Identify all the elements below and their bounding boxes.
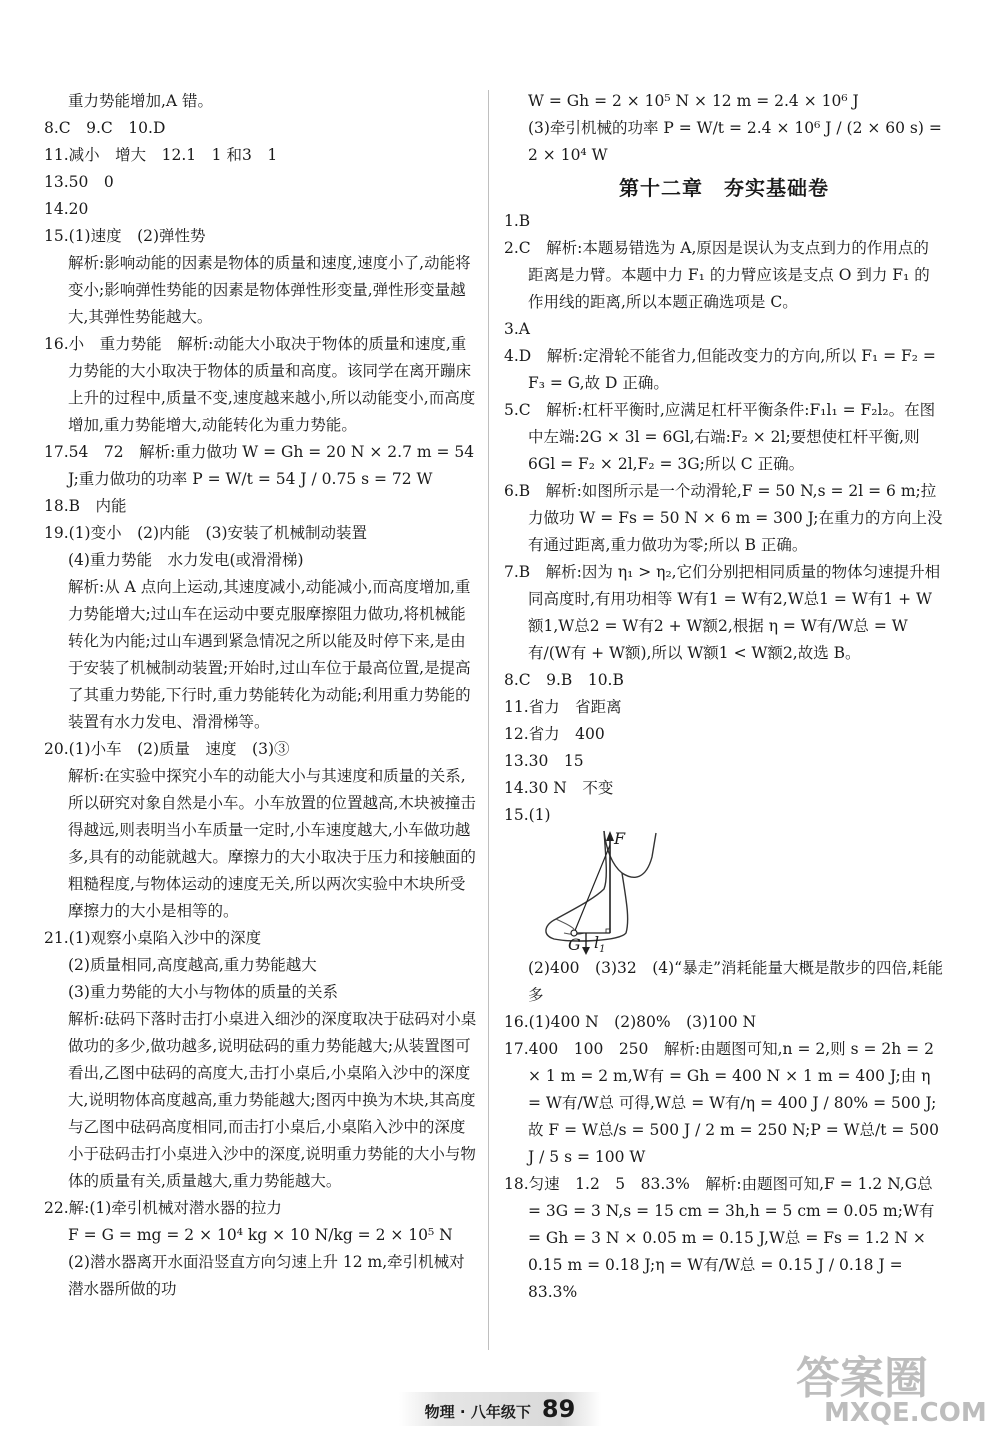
text-line: 1.B xyxy=(504,212,531,230)
text-line: 16.(1)400 N (2)80% (3)100 N xyxy=(504,1013,757,1031)
text-line: 18.匀速 1.2 5 83.3% 解析:由题图可知,F = 1.2 N,G总 = 3G = 3 N,s = 15 cm = 3h,h = 5 cm = 0.05 m;W有 = Gh = 3 N × 0.05 m = 0.15 J,W总 = Fs = 1.2 N × 0.15 m = 0.18 J;η = W有/W总 = 0.15 J / 0.18 J = 83.3% xyxy=(504,1175,940,1301)
text-line: 解析:砝码下落时击打小桌进入细沙的深度取决于砝码对小桌做功的多少,做功越多,说明砝码的重力势能越大;从装置图可看出,乙图中砝码的高度大,击打小桌后,小桌陷入沙中的深度大,说明物体高度越高,重力势能越大;图丙中换为木块,其高度与乙图中砝码高度相同,而击打小桌后,小桌陷入沙中的深度小于砝码击打小桌进入沙中的深度,说明重力势能的大小与物体的质量有关,质量越大,重力势能越大。 xyxy=(68,1010,477,1190)
watermark-big: 答案圈 xyxy=(796,1353,928,1404)
text-line: 解析:影响动能的因素是物体的质量和速度,速度小了,动能将变小;影响弹性势能的因素是物体弹性形变量,弹性形变量越大,其弹性势能越大。 xyxy=(68,254,471,326)
text-line: (2)400 (3)32 (4)“暴走”消耗能量大概是散步的四倍,耗能多 xyxy=(528,959,943,1004)
watermark-logo xyxy=(788,1342,988,1434)
footer-subject: 物理 · 八年级下 xyxy=(424,1403,531,1421)
right-column xyxy=(504,88,947,1306)
text-line: 22.解:(1)牵引机械对潜水器的拉力 xyxy=(44,1199,282,1217)
text-line: 解析:在实验中探究小车的动能大小与其速度和质量的关系,所以研究对象自然是小车。小车放置的位置越高,木块被撞击得越远,则表明当小车质量一定时,小车速度越大,小车做功越多,具有的动能就越大。摩擦力的大小取决于压力和接触面的粗糙程度,与物体运动的速度无关,所以两次实验中木块所受摩擦力的大小是相等的。 xyxy=(68,767,476,920)
text-line: 14.20 xyxy=(44,200,89,218)
text-line: (2)质量相同,高度越高,重力势能越大 xyxy=(68,956,317,974)
gravity-label-G: G xyxy=(568,935,581,954)
text-line: 5.C 解析:杠杆平衡时,应满足杠杆平衡条件:F₁l₁ = F₂l₂。在图中左端:2G × 3l = 6Gl,右端:F₂ × 2l;要想使杠杆平衡,则 6Gl = F₂ × 2l,F₂ = 3G;所以 C 正确。 xyxy=(504,401,936,473)
lever-arm-letter: l xyxy=(594,933,600,952)
text-line: 重力势能增加,A 错。 xyxy=(68,92,214,110)
text-line: 2.C 解析:本题易错选为 A,原因是误认为支点到力的作用点的距离是力臂。本题中力 F₁ 的力臂应该是支点 O 到力 F₁ 的作用线的距离,所以本题正确选项是 C。 xyxy=(504,239,930,311)
text-line: W = Gh = 2 × 10⁵ N × 12 m = 2.4 × 10⁶ J xyxy=(528,92,859,110)
footer-band xyxy=(399,1392,602,1426)
left-column xyxy=(44,88,480,1303)
text-line: 11.减小 增大 12.1 1 和3 1 xyxy=(44,146,278,164)
text-line: 18.B 内能 xyxy=(44,497,127,515)
text-line: 11.省力 省距离 xyxy=(504,698,622,716)
text-line: (3)重力势能的大小与物体的质量的关系 xyxy=(68,983,338,1001)
right-mid-block xyxy=(504,208,944,829)
text-line: 3.A xyxy=(504,320,530,338)
lever-arm-subscript: 1 xyxy=(599,944,606,956)
text-line: 7.B 解析:因为 η₁ > η₂,它们分别把相同质量的物体匀速提升相同高度时,有用功相等 W有1 = W有2,W总1 = W有1 + W额1,W总2 = W有2 + W额2,根据 η = W有/W总 = W有/(W有 + W额),所以 W额1 < W额2,故选 B。 xyxy=(504,563,941,662)
text-line: 17.400 100 250 解析:由题图可知,n = 2,则 s = 2h = 2 × 1 m = 2 m,W有 = Gh = 400 N × 1 m = 400 J;由 η = W有/W总 可得,W总 = W有/η = 400 J / 80% = 500 J;故 F = W总/s = 500 J / 2 m = 250 N;P = W总/t = 500 J / 5 s = 100 W xyxy=(504,1040,944,1166)
text-line: 12.省力 400 xyxy=(504,725,605,743)
text-line: 13.50 0 xyxy=(44,173,114,191)
text-line: 16.小 重力势能 解析:动能大小取决于物体的质量和速度,重力势能的大小取决于物体的质量和高度。该同学在离开蹦床上升的过程中,质量不变,速度越来越小,所以动能变小,而高度增加,重力势能增大,动能转化为重力势能。 xyxy=(44,335,476,434)
text-line: 14.30 N 不变 xyxy=(504,779,614,797)
foot-lever-figure xyxy=(534,829,944,955)
text-line: 21.(1)观察小桌陷入沙中的深度 xyxy=(44,929,262,947)
text-line: 8.C 9.B 10.B xyxy=(504,671,624,689)
force-label-F: F xyxy=(614,829,626,848)
column-divider xyxy=(488,90,489,1350)
text-line: F = G = mg = 2 × 10⁴ kg × 10 N/kg = 2 × 10⁵ N xyxy=(68,1226,453,1244)
text-line: 15.(1) xyxy=(504,806,551,824)
text-line: 17.54 72 解析:重力做功 W = Gh = 20 N × 2.7 m = 54 J;重力做功的功率 P = W/t = 54 J / 0.75 s = 72 W xyxy=(44,443,480,488)
right-top-block xyxy=(504,88,947,169)
text-line: 8.C 9.C 10.D xyxy=(44,119,166,137)
page-number: 89 xyxy=(541,1395,576,1423)
text-line: 4.D 解析:定滑轮不能省力,但能改变力的方向,所以 F₁ = F₂ = F₃ = G,故 D 正确。 xyxy=(504,347,941,392)
text-line: (3)牵引机械的功率 P = W/t = 2.4 × 10⁶ J / (2 × 60 s) = 2 × 10⁴ W xyxy=(528,119,947,164)
text-line: 20.(1)小车 (2)质量 速度 (3)③ xyxy=(44,740,290,758)
text-line: (2)潜水器离开水面沿竖直方向匀速上升 12 m,牵引机械对潜水器所做的功 xyxy=(68,1253,465,1298)
text-line: (4)重力势能 水力发电(或滑滑梯) xyxy=(68,551,304,569)
text-line: 13.30 15 xyxy=(504,752,584,770)
text-line: 解析:从 A 点向上运动,其速度减小,动能减小,而高度增加,重力势能增大;过山车在运动中要克服摩擦阻力做功,将机械能转化为内能;过山车遇到紧急情况之所以能及时停下来,是由于安装了机械制动装置;开始时,过山车位于最高位置,是提高了其重力势能,下行时,重力势能转化为动能;利用重力势能的装置有水力发电、滑滑梯等。 xyxy=(68,578,471,731)
chapter-title: 第十二章 夯实基础卷 xyxy=(619,176,829,200)
lever-arm-label xyxy=(594,929,606,963)
text-line: 6.B 解析:如图所示是一个动滑轮,F = 50 N,s = 2l = 6 m;拉力做功 W = Fs = 50 N × 6 m = 300 J;在重力的方向上没有通过距离,重力做功为零;所以 B 正确。 xyxy=(504,482,943,554)
text-line: 15.(1)速度 (2)弹性势 xyxy=(44,227,206,245)
watermark-small: MXQE.COM xyxy=(824,1398,987,1428)
text-line: 19.(1)变小 (2)内能 (3)安装了机械制动装置 xyxy=(44,524,368,542)
right-bottom-block xyxy=(504,955,944,1306)
